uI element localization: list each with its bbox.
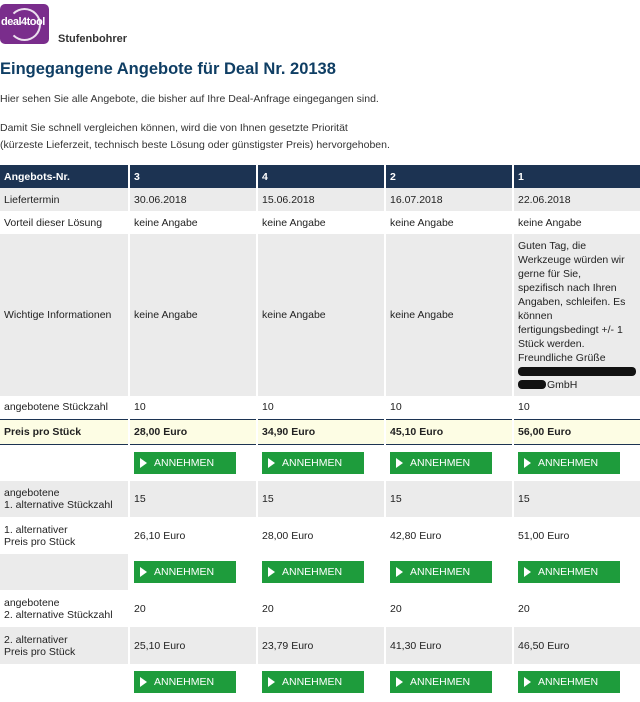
alt1-price-value: 28,00 Euro — [257, 517, 385, 554]
alt1-quantity-value: 15 — [513, 481, 640, 517]
play-arrow-icon — [268, 458, 275, 468]
price-value: 34,90 Euro — [257, 419, 385, 444]
row-label: 1. alternativer Preis pro Stück — [0, 517, 129, 554]
accept-cell — [513, 664, 640, 700]
alt2-price-value: 25,10 Euro — [129, 627, 257, 664]
play-arrow-icon — [140, 458, 147, 468]
advantage-value: keine Angabe — [129, 211, 257, 234]
accept-button[interactable] — [262, 671, 364, 693]
row-label: Wichtige Informationen — [0, 234, 129, 396]
offers-comparison-table — [0, 165, 640, 700]
site-header — [0, 0, 640, 50]
table-row-accept-alt1 — [0, 554, 640, 590]
empty-cell — [0, 554, 129, 590]
accept-cell — [257, 444, 385, 481]
message-line: Stück werden. — [518, 337, 585, 350]
play-arrow-icon — [396, 677, 403, 687]
alt1-price-value: 42,80 Euro — [385, 517, 513, 554]
offer-number: 2 — [385, 165, 513, 188]
accept-button[interactable] — [390, 671, 492, 693]
logo-text: deal4tool — [1, 16, 45, 28]
accept-button-label: ANNEHMEN — [410, 676, 471, 688]
play-arrow-icon — [524, 677, 531, 687]
alt1-quantity-value: 15 — [385, 481, 513, 517]
info-value: keine Angabe — [257, 234, 385, 396]
play-arrow-icon — [268, 567, 275, 577]
table-row-alt2-price — [0, 627, 640, 664]
accept-cell — [513, 444, 640, 481]
alt2-quantity-value: 20 — [385, 590, 513, 627]
price-value: 28,00 Euro — [129, 419, 257, 444]
table-row-accept-alt2 — [0, 664, 640, 700]
play-arrow-icon — [140, 677, 147, 687]
alt2-price-value: 41,30 Euro — [385, 627, 513, 664]
message-line: Freundliche Grüße — [518, 351, 606, 364]
price-value: 45,10 Euro — [385, 419, 513, 444]
play-arrow-icon — [140, 567, 147, 577]
table-row-price — [0, 419, 640, 444]
quantity-value: 10 — [257, 396, 385, 419]
accept-cell — [385, 664, 513, 700]
row-label: Preis pro Stück — [0, 419, 129, 444]
table-header-row — [0, 165, 640, 188]
quantity-value: 10 — [513, 396, 640, 419]
accept-cell — [129, 554, 257, 590]
accept-button[interactable] — [134, 452, 236, 474]
delivery-date: 16.07.2018 — [385, 188, 513, 211]
deal4tool-logo[interactable] — [0, 4, 49, 44]
accept-button-label: ANNEHMEN — [410, 456, 471, 469]
accept-button-label: ANNEHMEN — [282, 566, 343, 578]
row-label: angebotene 2. alternative Stückzahl — [0, 590, 129, 627]
alt1-quantity-value: 15 — [257, 481, 385, 517]
page-title: Eingegangene Angebote für Deal Nr. 20138 — [0, 60, 336, 78]
accept-cell — [385, 554, 513, 590]
accept-button-label: ANNEHMEN — [538, 676, 599, 688]
offer-number: 1 — [513, 165, 640, 188]
accept-button[interactable] — [518, 452, 620, 474]
accept-cell — [129, 664, 257, 700]
info-value: keine Angabe — [385, 234, 513, 396]
quantity-value: 10 — [385, 396, 513, 419]
price-value: 56,00 Euro — [513, 419, 640, 444]
accept-button-label: ANNEHMEN — [282, 456, 343, 469]
message-line: Werkzeuge würden wir — [518, 253, 625, 266]
alt1-quantity-value: 15 — [129, 481, 257, 517]
accept-button-label: ANNEHMEN — [154, 456, 215, 469]
row-label: angebotene 1. alternative Stückzahl — [0, 481, 129, 517]
accept-cell — [513, 554, 640, 590]
accept-button-label: ANNEHMEN — [282, 676, 343, 688]
info-message-offer-1 — [513, 234, 640, 396]
accept-cell — [385, 444, 513, 481]
alt2-price-value: 46,50 Euro — [513, 627, 640, 664]
accept-cell — [257, 554, 385, 590]
delivery-date: 30.06.2018 — [129, 188, 257, 211]
delivery-date: 15.06.2018 — [257, 188, 385, 211]
table-row-accept-main — [0, 444, 640, 481]
offer-number: 4 — [257, 165, 385, 188]
accept-button-label: ANNEHMEN — [154, 566, 215, 578]
table-row-delivery — [0, 188, 640, 211]
intro-text: Hier sehen Sie alle Angebote, die bisher auf Ihre Deal-Anfrage eingegangen sind. — [0, 93, 379, 105]
alt2-quantity-value: 20 — [257, 590, 385, 627]
table-row-alt2-quantity — [0, 590, 640, 627]
table-row-info — [0, 234, 640, 396]
accept-button[interactable] — [518, 561, 620, 583]
play-arrow-icon — [396, 458, 403, 468]
alt1-price-value: 26,10 Euro — [129, 517, 257, 554]
play-arrow-icon — [524, 567, 531, 577]
play-arrow-icon — [396, 567, 403, 577]
play-arrow-icon — [524, 458, 531, 468]
empty-cell — [0, 444, 129, 481]
redacted-company-name — [518, 380, 546, 389]
message-line: gerne für Sie, — [518, 267, 582, 280]
quantity-value: 10 — [129, 396, 257, 419]
alt2-price-value: 23,79 Euro — [257, 627, 385, 664]
table-row-alt1-price — [0, 517, 640, 554]
priority-note-line-2: (kürzeste Lieferzeit, technisch beste Lösung oder günstigster Preis) hervorgehoben. — [0, 139, 390, 151]
alt1-price-value: 51,00 Euro — [513, 517, 640, 554]
accept-button[interactable] — [262, 452, 364, 474]
offer-number: 3 — [129, 165, 257, 188]
accept-button-label: ANNEHMEN — [410, 566, 471, 578]
message-line: spezifisch nach Ihren — [518, 281, 617, 294]
table-row-advantage — [0, 211, 640, 234]
row-label: angebotene Stückzahl — [0, 396, 129, 419]
table-row-quantity — [0, 396, 640, 419]
accept-button-label: ANNEHMEN — [154, 676, 215, 688]
advantage-value: keine Angabe — [513, 211, 640, 234]
redacted-company-name — [518, 367, 636, 376]
row-label: Liefertermin — [0, 188, 129, 211]
offer-number-header: Angebots-Nr. — [0, 165, 129, 188]
info-value: keine Angabe — [129, 234, 257, 396]
accept-button-label: ANNEHMEN — [538, 566, 599, 578]
row-label: Vorteil dieser Lösung — [0, 211, 129, 234]
advantage-value: keine Angabe — [257, 211, 385, 234]
empty-cell — [0, 664, 129, 700]
accept-button[interactable] — [518, 671, 620, 693]
category-subtitle: Stufenbohrer — [58, 33, 128, 45]
message-line: Guten Tag, die — [518, 239, 587, 252]
message-line: GmbH — [547, 378, 578, 391]
message-line: fertigungsbedingt +/- 1 — [518, 323, 623, 336]
accept-button-label: ANNEHMEN — [538, 456, 599, 469]
accept-button[interactable] — [262, 561, 364, 583]
advantage-value: keine Angabe — [385, 211, 513, 234]
alt2-quantity-value: 20 — [513, 590, 640, 627]
accept-button[interactable] — [390, 452, 492, 474]
accept-cell — [129, 444, 257, 481]
table-row-alt1-quantity — [0, 481, 640, 517]
message-line: Angaben, schleifen. Es — [518, 295, 626, 308]
priority-note-line-1: Damit Sie schnell vergleichen können, wird die von Ihnen gesetzte Priorität — [0, 122, 348, 134]
message-line: können — [518, 309, 553, 322]
accept-button[interactable] — [390, 561, 492, 583]
accept-cell — [257, 664, 385, 700]
priority-note — [0, 120, 390, 154]
accept-button[interactable] — [134, 561, 236, 583]
accept-button[interactable] — [134, 671, 236, 693]
row-label: 2. alternativer Preis pro Stück — [0, 627, 129, 664]
play-arrow-icon — [268, 677, 275, 687]
delivery-date: 22.06.2018 — [513, 188, 640, 211]
alt2-quantity-value: 20 — [129, 590, 257, 627]
